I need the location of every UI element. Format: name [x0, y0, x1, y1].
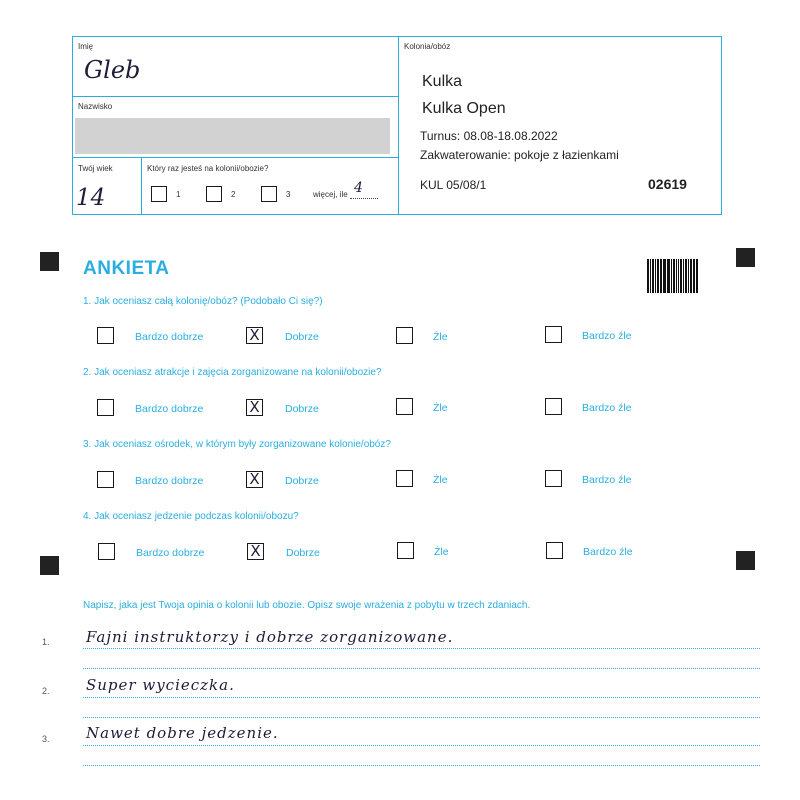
opinion-dotted-line-1a — [83, 648, 760, 649]
wiek-value[interactable]: 14 — [76, 185, 106, 211]
q2-checkbox-dobrze[interactable] — [246, 399, 263, 416]
q1-checkbox-zle[interactable] — [396, 327, 413, 344]
q2-label-bardzo-dobrze: Bardzo dobrze — [135, 403, 204, 415]
header-divider — [398, 36, 399, 215]
q4-label-bardzo-dobrze: Bardzo dobrze — [136, 547, 205, 559]
q3-label-zle: Źle — [433, 474, 448, 486]
q4-check-mark: X — [250, 542, 261, 560]
q3-label-bardzo-dobrze: Bardzo dobrze — [135, 475, 204, 487]
q4-checkbox-zle[interactable] — [397, 542, 414, 559]
q4-checkbox-bardzo-dobrze[interactable] — [98, 543, 115, 560]
q3-label-bardzo-zle: Bardzo źle — [582, 474, 632, 486]
wiecej-label: więcej, ile — [313, 190, 348, 199]
ktory-raz-option-2: 2 — [231, 190, 236, 199]
camp-subname: Kulka Open — [422, 100, 506, 117]
kolonia-label: Kolonia/obóz — [404, 42, 451, 51]
zakwaterowanie-text: Zakwaterowanie: pokoje z łazienkami — [420, 148, 619, 162]
q1-check-mark: X — [249, 326, 260, 344]
barcode — [647, 259, 699, 293]
q4-label-bardzo-zle: Bardzo źle — [583, 546, 633, 558]
imie-value[interactable]: Gleb — [84, 56, 141, 84]
opinion-dotted-line-3a — [83, 745, 760, 746]
q2-label-bardzo-zle: Bardzo źle — [582, 402, 632, 414]
turnus-text: Turnus: 08.08-18.08.2022 — [420, 129, 558, 143]
q1-label-bardzo-dobrze: Bardzo dobrze — [135, 331, 204, 343]
wiek-label: Twój wiek — [78, 164, 113, 173]
ktory-raz-checkbox-2[interactable] — [206, 186, 222, 202]
q2-label-dobrze: Dobrze — [285, 403, 319, 415]
q3-check-mark: X — [249, 470, 260, 488]
survey-title: ANKIETA — [83, 258, 170, 279]
opinion-dotted-line-2a — [83, 697, 760, 698]
q3-label-dobrze: Dobrze — [285, 475, 319, 487]
q4-label-dobrze: Dobrze — [286, 547, 320, 559]
question-2: 2. Jak oceniasz atrakcje i zajęcia zorganizowane na kolonii/obozie? — [83, 367, 382, 378]
q1-checkbox-dobrze[interactable] — [246, 327, 263, 344]
registration-marker-bottom-right — [736, 551, 755, 570]
q3-checkbox-dobrze[interactable] — [246, 471, 263, 488]
q2-checkbox-bardzo-dobrze[interactable] — [97, 399, 114, 416]
form-number: 02619 — [648, 176, 687, 192]
opinion-dotted-line-1b — [83, 668, 760, 669]
ktory-raz-option-1: 1 — [176, 190, 181, 199]
q4-checkbox-dobrze[interactable] — [247, 543, 264, 560]
q3-checkbox-bardzo-dobrze[interactable] — [97, 471, 114, 488]
opinion-dotted-line-3b — [83, 765, 760, 766]
question-1: 1. Jak oceniasz całą kolonię/obóz? (Podobało Ci się?) — [83, 296, 323, 307]
opinion-dotted-line-2b — [83, 717, 760, 718]
opinion-line-number-1: 1. — [42, 637, 50, 647]
nazwisko-label: Nazwisko — [78, 102, 113, 111]
opinion-line-2[interactable]: Super wycieczka. — [86, 676, 235, 694]
opinion-line-3[interactable]: Nawet dobre jedzenie. — [86, 724, 279, 742]
wiecej-dotted-line — [350, 198, 378, 199]
q1-checkbox-bardzo-zle[interactable] — [545, 326, 562, 343]
ktory-raz-checkbox-1[interactable] — [151, 186, 167, 202]
ktory-raz-option-3: 3 — [286, 190, 291, 199]
q1-label-bardzo-zle: Bardzo źle — [582, 330, 632, 342]
opinion-line-1[interactable]: Fajni instruktorzy i dobrze zorganizowane. — [86, 628, 454, 646]
q4-checkbox-bardzo-zle[interactable] — [546, 542, 563, 559]
q1-label-dobrze: Dobrze — [285, 331, 319, 343]
nazwisko-redacted-field — [75, 118, 390, 154]
q2-label-zle: Źle — [433, 402, 448, 414]
imie-divider — [72, 96, 398, 97]
ktory-raz-label: Który raz jesteś na kolonii/obozie? — [147, 164, 269, 173]
imie-label: Imię — [78, 42, 94, 51]
camp-code: KUL 05/08/1 — [420, 178, 487, 192]
q1-label-zle: Źle — [433, 331, 448, 343]
nazwisko-divider — [72, 157, 398, 158]
opinion-line-number-2: 2. — [42, 686, 50, 696]
q3-checkbox-zle[interactable] — [396, 470, 413, 487]
q4-label-zle: Źle — [434, 546, 449, 558]
wiek-divider — [141, 157, 142, 215]
opinion-prompt: Napisz, jaka jest Twoja opinia o kolonii lub obozie. Opisz swoje wrażenia z pobytu w trzech zdaniach. — [83, 600, 531, 611]
ktory-raz-checkbox-3[interactable] — [261, 186, 277, 202]
registration-marker-top-right — [736, 248, 755, 267]
wiecej-value[interactable]: 4 — [354, 180, 363, 196]
q2-checkbox-bardzo-zle[interactable] — [545, 398, 562, 415]
q2-checkbox-zle[interactable] — [396, 398, 413, 415]
q1-checkbox-bardzo-dobrze[interactable] — [97, 327, 114, 344]
opinion-line-number-3: 3. — [42, 734, 50, 744]
q3-checkbox-bardzo-zle[interactable] — [545, 470, 562, 487]
question-4: 4. Jak oceniasz jedzenie podczas kolonii/obozu? — [83, 511, 299, 522]
q2-check-mark: X — [249, 398, 260, 416]
question-3: 3. Jak oceniasz ośrodek, w którym były zorganizowane kolonie/obóz? — [83, 439, 391, 450]
camp-name: Kulka — [422, 73, 463, 90]
registration-marker-bottom-left — [40, 556, 59, 575]
registration-marker-top-left — [40, 252, 59, 271]
